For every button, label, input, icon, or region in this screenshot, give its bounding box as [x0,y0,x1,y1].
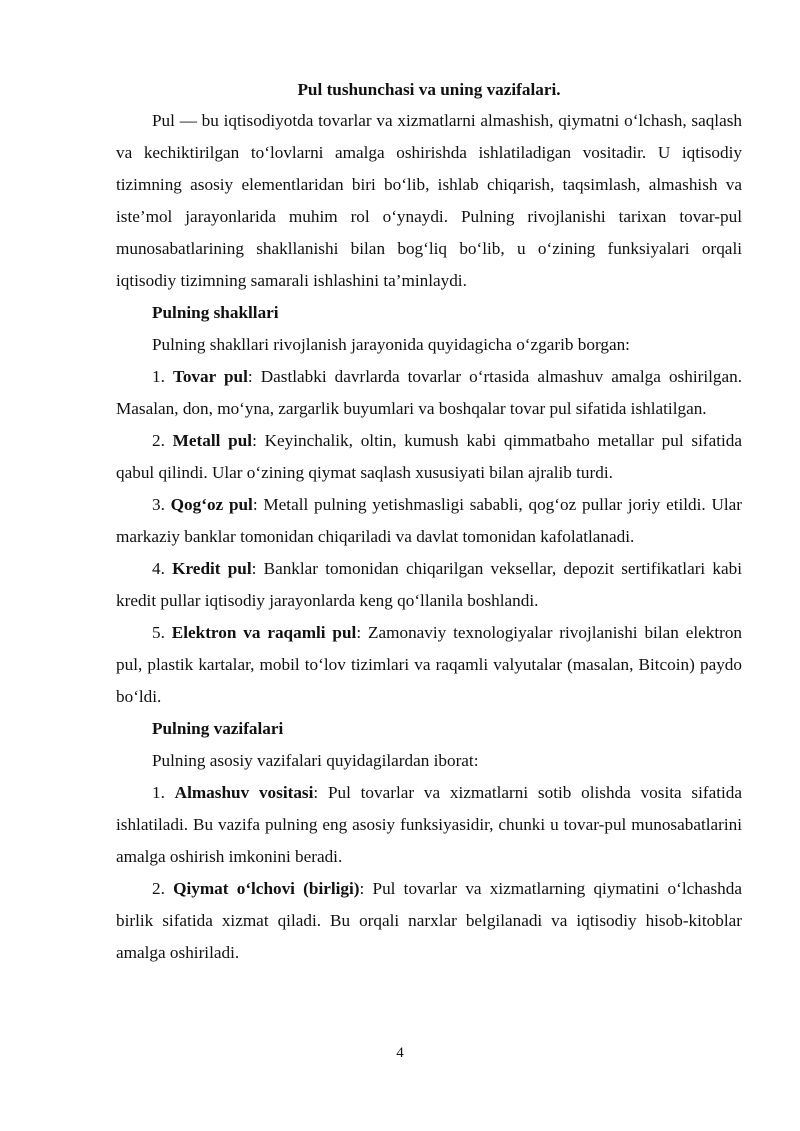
functions-item [116,777,742,873]
item-term: Metall pul [172,431,253,450]
item-text: : Zamonaviy texnologiyalar rivojlanishi bilan elektron pul, plastik kartalar, mobil to‘lov tizimlari va raqamli valyutalar (masalan, Bitcoin) paydo bo‘ldi. [116,623,743,706]
intro-paragraph: Pul — bu iqtisodiyotda tovarlar va xizmatlarni almashish, qiymatni o‘lchash, saqlash va kechiktirilgan to‘lovlarni amalga oshirishda ishlatiladigan vositadir. U iqtisodiy tizimning asosiy elementlaridan biri bo‘lib, ishlab chiqarish, taqsimlash, almashish va iste’mol jarayonlarida muhim rol o‘ynaydi. Pulning rivojlanishi tarixan tovar-pul munosabatlarining shakllanishi bilan bog‘liq bo‘lib, u o‘zining funksiyalari orqali iqtisodiy tizimning samarali ishlashini ta’minlaydi. [116,111,742,290]
item-text: : Keyinchalik, oltin, kumush kabi qimmatbaho metallar pul sifatida qabul qilindi. Ular o‘zining qiymat saqlash xususiyati bilan ajralib turdi. [116,431,742,482]
forms-item [116,489,742,553]
forms-heading: Pulning shakllari [152,303,279,322]
item-text: : Metall pulning yetishmasligi sababli, qog‘oz pullar joriy etildi. Ular markaziy banklar tomonidan chiqariladi va davlat tomonidan kafolatlanadi. [116,495,743,546]
item-term: Elektron va raqamli pul [171,623,357,642]
item-term: Tovar pul [172,367,248,386]
functions-lead: Pulning asosiy vazifalari quyidagilardan iborat: [152,751,479,770]
item-term: Qiymat o‘lchovi (birligi) [173,879,360,898]
item-number: 3. [152,495,165,514]
forms-item [116,361,742,425]
functions-heading: Pulning vazifalari [152,719,284,738]
item-number: 2. [152,431,165,450]
item-text: : Banklar tomonidan chiqarilgan veksellar, depozit sertifikatlari kabi kredit pullar iqtisodiy jarayonlarda keng qo‘llanila boshlandi. [116,559,743,610]
page-number: 4 [396,1045,404,1061]
document-page [116,75,742,969]
item-text: : Pul tovarlar va xizmatlarning qiymatini o‘lchashda birlik sifatida xizmat qiladi. Bu orqali narxlar belgilanadi va iqtisodiy hisob-kitoblar amalga oshiriladi. [116,879,742,962]
item-term: Qog‘oz pul [170,495,253,514]
item-number: 5. [152,623,165,642]
item-term: Kredit pul [172,559,252,578]
item-text: : Pul tovarlar va xizmatlarni sotib olishda vosita sifatida ishlatiladi. Bu vazifa pulning eng asosiy funksiyasidir, chunki u tovar-pul munosabatlarini amalga oshirish imkonini beradi. [116,783,742,866]
item-text: : Dastlabki davrlarda tovarlar o‘rtasida almashuv amalga oshirilgan. Masalan, don, mo‘yna, zargarlik buyumlari va boshqalar tovar pul sifatida ishlatilgan. [116,367,742,418]
item-term: Almashuv vositasi [174,783,314,802]
functions-item [116,873,742,969]
item-number: 1. [152,367,165,386]
forms-item [116,617,742,713]
forms-lead: Pulning shakllari rivojlanish jarayonida quyidagicha o‘zgarib borgan: [152,335,630,354]
forms-item [116,425,742,489]
item-number: 1. [152,783,165,802]
forms-item [116,553,742,617]
document-title: Pul tushunchasi va uning vazifalari. [297,80,561,99]
item-number: 4. [152,559,165,578]
item-number: 2. [152,879,165,898]
